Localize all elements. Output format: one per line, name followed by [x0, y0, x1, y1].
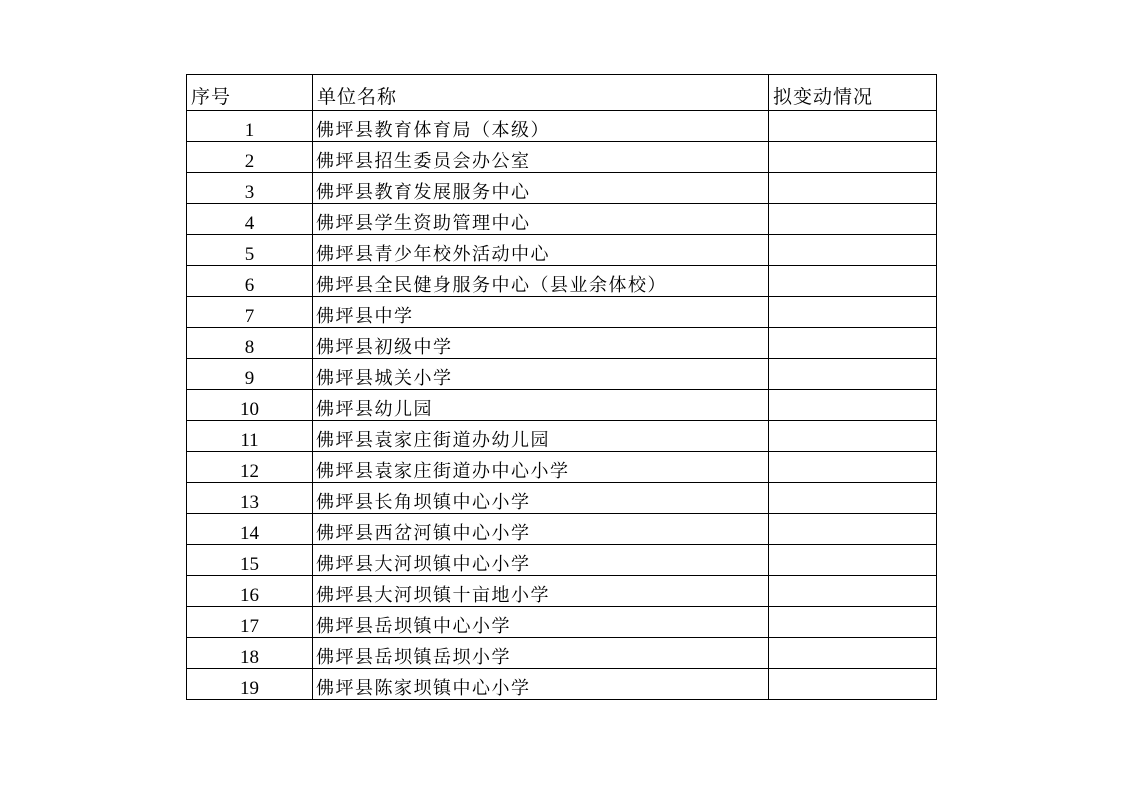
row-index: 8: [187, 328, 313, 359]
table-row: [187, 173, 937, 204]
row-index: 7: [187, 297, 313, 328]
row-unit-name: 佛坪县西岔河镇中心小学: [313, 514, 769, 545]
row-index: 6: [187, 266, 313, 297]
row-unit-name: 佛坪县陈家坝镇中心小学: [313, 669, 769, 700]
table-row: [187, 607, 937, 638]
row-unit-name: 佛坪县岳坝镇岳坝小学: [313, 638, 769, 669]
row-planned-change: [769, 359, 937, 390]
row-index: 14: [187, 514, 313, 545]
row-unit-name: 佛坪县城关小学: [313, 359, 769, 390]
unit-table: [186, 74, 937, 700]
row-planned-change: [769, 235, 937, 266]
row-planned-change: [769, 545, 937, 576]
row-unit-name: 佛坪县初级中学: [313, 328, 769, 359]
row-planned-change: [769, 483, 937, 514]
header-unit-name: 单位名称: [313, 75, 769, 111]
table-row: [187, 111, 937, 142]
row-unit-name: 佛坪县教育体育局（本级）: [313, 111, 769, 142]
row-planned-change: [769, 328, 937, 359]
row-planned-change: [769, 142, 937, 173]
row-index: 1: [187, 111, 313, 142]
row-planned-change: [769, 111, 937, 142]
row-planned-change: [769, 421, 937, 452]
header-index: 序号: [187, 75, 313, 111]
row-planned-change: [769, 297, 937, 328]
table-row: [187, 266, 937, 297]
row-index: 15: [187, 545, 313, 576]
row-unit-name: 佛坪县幼儿园: [313, 390, 769, 421]
table-row: [187, 142, 937, 173]
row-planned-change: [769, 452, 937, 483]
row-index: 11: [187, 421, 313, 452]
table-row: [187, 669, 937, 700]
table-header-row: [187, 75, 937, 111]
row-planned-change: [769, 669, 937, 700]
header-planned-change: 拟变动情况: [769, 75, 937, 111]
row-index: 17: [187, 607, 313, 638]
row-unit-name: 佛坪县岳坝镇中心小学: [313, 607, 769, 638]
document-sheet: [186, 74, 936, 700]
row-unit-name: 佛坪县大河坝镇十亩地小学: [313, 576, 769, 607]
row-unit-name: 佛坪县全民健身服务中心（县业余体校）: [313, 266, 769, 297]
row-planned-change: [769, 576, 937, 607]
row-unit-name: 佛坪县袁家庄街道办幼儿园: [313, 421, 769, 452]
row-index: 19: [187, 669, 313, 700]
row-planned-change: [769, 638, 937, 669]
row-index: 13: [187, 483, 313, 514]
table-row: [187, 421, 937, 452]
row-planned-change: [769, 390, 937, 421]
row-unit-name: 佛坪县中学: [313, 297, 769, 328]
table-row: [187, 390, 937, 421]
row-index: 9: [187, 359, 313, 390]
table-body: [187, 111, 937, 700]
row-unit-name: 佛坪县招生委员会办公室: [313, 142, 769, 173]
table-row: [187, 638, 937, 669]
table-row: [187, 235, 937, 266]
row-index: 3: [187, 173, 313, 204]
row-planned-change: [769, 266, 937, 297]
row-unit-name: 佛坪县学生资助管理中心: [313, 204, 769, 235]
table-row: [187, 576, 937, 607]
row-unit-name: 佛坪县大河坝镇中心小学: [313, 545, 769, 576]
row-planned-change: [769, 204, 937, 235]
table-row: [187, 328, 937, 359]
row-index: 12: [187, 452, 313, 483]
table-row: [187, 204, 937, 235]
row-planned-change: [769, 607, 937, 638]
row-index: 18: [187, 638, 313, 669]
table-row: [187, 514, 937, 545]
row-unit-name: 佛坪县青少年校外活动中心: [313, 235, 769, 266]
table-row: [187, 545, 937, 576]
row-index: 4: [187, 204, 313, 235]
row-unit-name: 佛坪县教育发展服务中心: [313, 173, 769, 204]
table-row: [187, 483, 937, 514]
row-index: 16: [187, 576, 313, 607]
row-index: 2: [187, 142, 313, 173]
row-planned-change: [769, 173, 937, 204]
row-index: 10: [187, 390, 313, 421]
row-unit-name: 佛坪县袁家庄街道办中心小学: [313, 452, 769, 483]
row-index: 5: [187, 235, 313, 266]
table-row: [187, 297, 937, 328]
table-row: [187, 452, 937, 483]
row-unit-name: 佛坪县长角坝镇中心小学: [313, 483, 769, 514]
row-planned-change: [769, 514, 937, 545]
table-row: [187, 359, 937, 390]
